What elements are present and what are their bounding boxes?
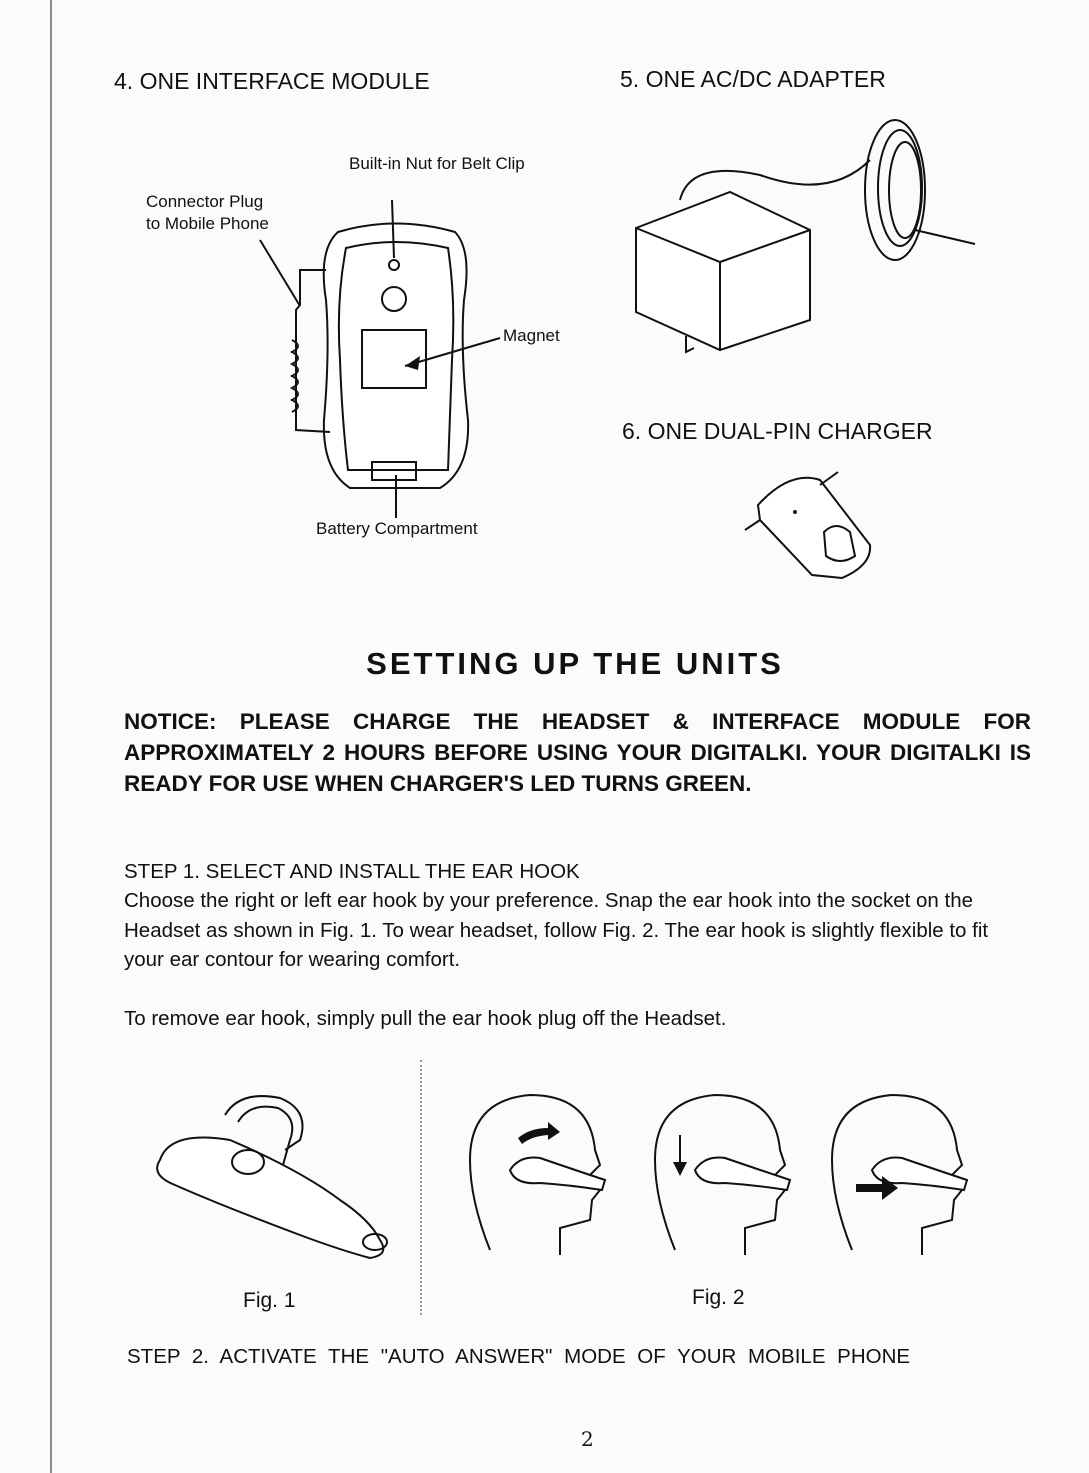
- item-charger-heading: 6. ONE DUAL-PIN CHARGER: [622, 418, 933, 444]
- item-interface-module-heading: 4. ONE INTERFACE MODULE: [114, 68, 430, 94]
- fig1-caption: Fig. 1: [243, 1289, 296, 1312]
- callout-belt-clip: Built-in Nut for Belt Clip: [349, 154, 525, 173]
- head-step-a: [470, 1095, 605, 1255]
- fig2-caption: Fig. 2: [692, 1286, 745, 1309]
- head-step-c: [832, 1095, 967, 1255]
- callout-battery: Battery Compartment: [316, 519, 478, 538]
- callout-magnet: Magnet: [503, 326, 560, 345]
- step2-text: STEP 2. ACTIVATE THE "AUTO ANSWER" MODE OF YOUR MOBILE PHONE: [127, 1345, 911, 1368]
- section-title: SETTING UP THE UNITS: [366, 646, 784, 681]
- callout-connector-line1: Connector Plug: [146, 192, 264, 211]
- step1-heading: STEP 1. SELECT AND INSTALL THE EAR HOOK: [124, 860, 580, 883]
- notice-text: NOTICE: PLEASE CHARGE THE HEADSET & INTERFACE MODULE FOR APPROXIMATELY 2 HOURS BEFORE USING YOUR DIGITALKI. YOUR DIGITALKI IS READY FOR USE WHEN CHARGER'S LED TURNS GREEN.: [124, 709, 1031, 796]
- callout-connector-line2: to Mobile Phone: [146, 214, 269, 233]
- head-step-b: [655, 1095, 790, 1255]
- step1-text: Choose the right or left ear hook by your preference. Snap the ear hook into the socket on the Headset as shown in Fig. 1. To wear headset, follow Fig. 2. The ear hook is slightly flexible to fit your ear contour for wearing comfort.: [124, 889, 989, 971]
- item-adapter-heading: 5. ONE AC/DC ADAPTER: [620, 66, 886, 92]
- step1-remove-text: To remove ear hook, simply pull the ear hook plug off the Headset.: [124, 1007, 727, 1030]
- page-number: 2: [581, 1427, 594, 1451]
